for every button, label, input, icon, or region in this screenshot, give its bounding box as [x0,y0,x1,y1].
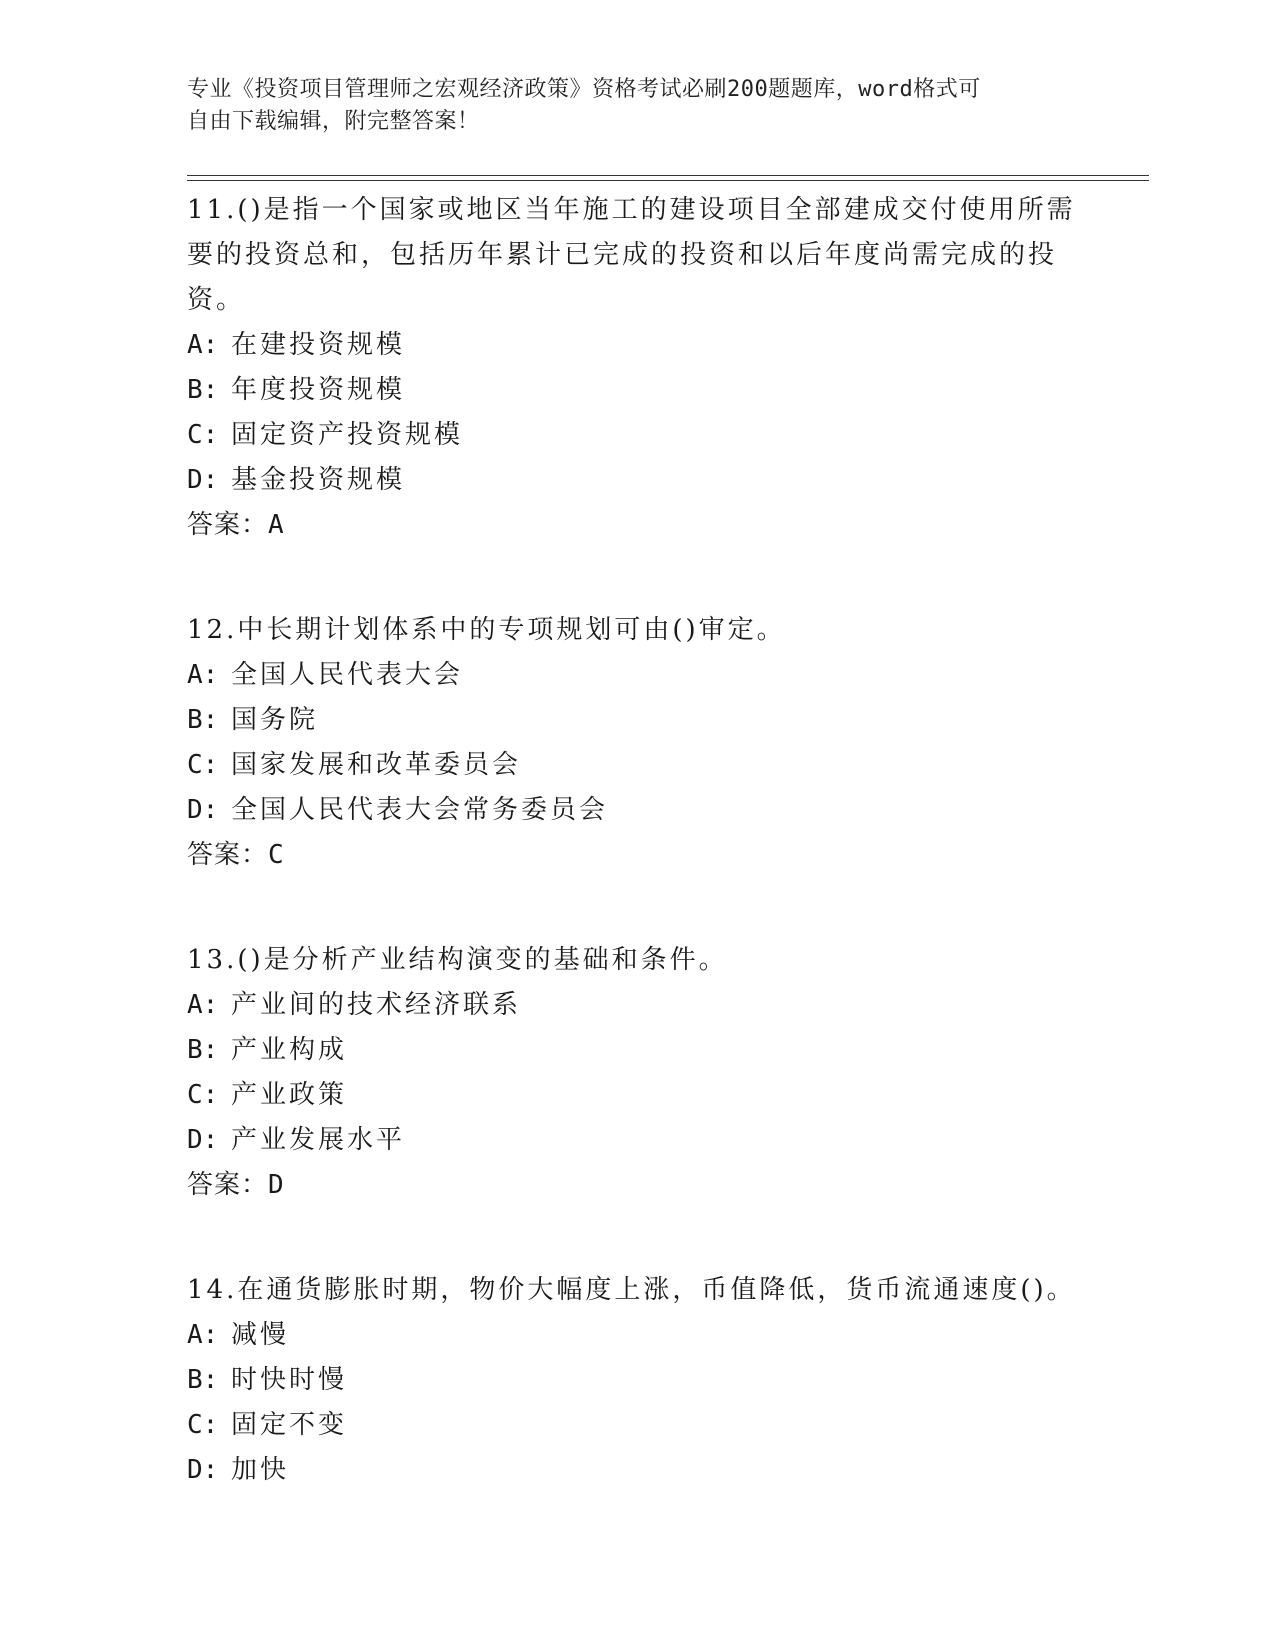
option-text: 国家发展和改革委员会 [231,750,522,780]
option-d [187,1118,1087,1163]
option-letter: D: [187,795,219,825]
option-c [187,743,1087,788]
option-d [187,458,1087,503]
question-13 [187,938,1087,1208]
option-letter: D: [187,1125,219,1155]
question-spacer [187,548,1087,608]
question-stem: 13.()是分析产业结构演变的基础和条件。 [187,945,728,975]
option-text: 减慢 [231,1320,290,1350]
option-text: 国务院 [231,705,319,735]
question-stem: 14.在通货膨胀时期，物价大幅度上涨，币值降低，货币流通速度()。 [187,1275,1076,1305]
option-letter: C: [187,750,219,780]
option-c [187,1073,1087,1118]
option-text: 年度投资规模 [231,375,406,405]
option-b [187,1358,1087,1403]
option-a [187,1313,1087,1358]
option-b [187,698,1087,743]
question-spacer [187,878,1087,938]
option-text: 固定资产投资规模 [231,420,464,450]
option-text: 产业构成 [231,1035,348,1065]
option-text: 全国人民代表大会常务委员会 [231,795,609,825]
question-list [187,188,1087,1493]
question-12 [187,608,1087,878]
option-letter: D: [187,1455,219,1485]
document-header [187,74,1067,138]
option-b [187,1028,1087,1073]
option-letter: C: [187,420,219,450]
option-c [187,1403,1087,1448]
question-stem: 11.()是指一个国家或地区当年施工的建设项目全部建成交付使用所需要的投资总和，包括历年累计已完成的投资和以后年度尚需完成的投资。 [187,195,1076,315]
answer-value: A [268,510,285,540]
option-letter: C: [187,1410,219,1440]
option-text: 基金投资规模 [231,465,406,495]
option-letter: A: [187,330,219,360]
question-11 [187,188,1087,548]
option-text: 在建投资规模 [231,330,406,360]
option-letter: B: [187,375,219,405]
answer-value: D [268,1170,285,1200]
header-line-2: 自由下载编辑，附完整答案！ [187,109,480,134]
option-text: 产业间的技术经济联系 [231,990,522,1020]
answer-label: 答案： [187,510,269,540]
option-d [187,788,1087,833]
option-text: 产业政策 [231,1080,348,1110]
question-stem: 12.中长期计划体系中的专项规划可由()审定。 [187,615,786,645]
answer-label: 答案： [187,840,269,870]
option-text: 固定不变 [231,1410,348,1440]
option-a [187,323,1087,368]
option-c [187,413,1087,458]
option-letter: B: [187,1035,219,1065]
option-text: 时快时慢 [231,1365,348,1395]
question-spacer [187,1208,1087,1268]
option-text: 产业发展水平 [231,1125,406,1155]
header-divider-top [187,175,1149,176]
option-letter: A: [187,990,219,1020]
option-a [187,983,1087,1028]
answer-label: 答案： [187,1170,269,1200]
option-text: 全国人民代表大会 [231,660,464,690]
option-b [187,368,1087,413]
option-d [187,1448,1087,1493]
header-line-1: 专业《投资项目管理师之宏观经济政策》资格考试必刷200题题库，word格式可 [187,77,981,102]
answer-value: C [268,840,285,870]
option-text: 加快 [231,1455,290,1485]
header-divider-bottom [187,180,1149,181]
option-letter: D: [187,465,219,495]
option-letter: A: [187,660,219,690]
answer-line [187,1163,1087,1208]
option-a [187,653,1087,698]
question-14 [187,1268,1087,1493]
option-letter: C: [187,1080,219,1110]
option-letter: B: [187,1365,219,1395]
option-letter: B: [187,705,219,735]
option-letter: A: [187,1320,219,1350]
answer-line [187,833,1087,878]
answer-line [187,503,1087,548]
